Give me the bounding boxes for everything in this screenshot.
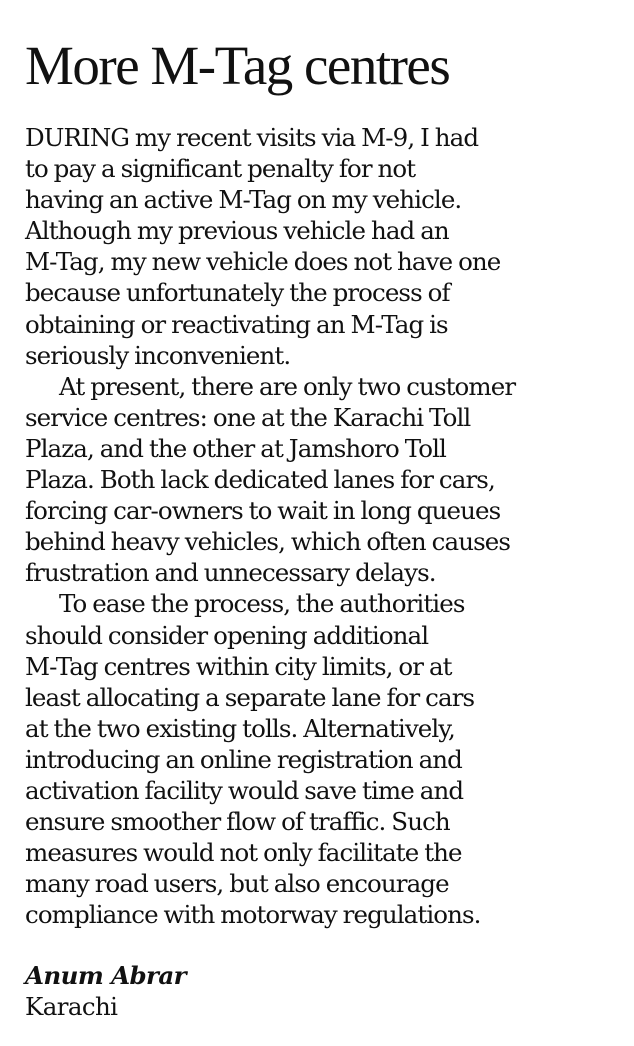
paragraph-1 [25,122,625,371]
paragraph-line: seriously inconvenient. [25,340,291,370]
paragraph-line: ensure smoother flow of traffic. Such [25,807,450,837]
paragraph-line: behind heavy vehicles, which often causes [25,527,511,557]
paragraph-line: forcing car-owners to wait in long queues [25,496,501,526]
paragraph-line: activation facility would save time and [25,775,464,805]
paragraph-line: M-Tag centres within city limits, or at [25,651,452,681]
paragraph-line: least allocating a separate lane for cars [25,682,475,712]
author-name: Anum Abrar [25,961,186,990]
paragraph-line: DURING my recent visits via M-9, I had [25,123,479,152]
paragraph-line: at the two existing tolls. Alternatively, [25,713,455,743]
author-city: Karachi [25,992,118,1021]
paragraph-line: because unfortunately the process of [25,278,450,308]
headline: More M-Tag centres [25,35,450,96]
paragraph-line: obtaining or reactivating an M-Tag is [25,309,448,339]
paragraph-line: introducing an online registration and [25,744,462,774]
paragraph-line: many road users, but also encourage [25,869,449,899]
paragraph-line: to pay a significant penalty for not [25,154,416,184]
paragraph-line: compliance with motorway regulations. [25,900,481,930]
paragraph-line: Plaza, and the other at Jamshoro Toll [25,433,446,463]
letter-article [25,34,625,930]
paragraph-line: should consider opening additional [25,620,429,650]
paragraph-line: measures would not only facilitate the [25,838,462,868]
paragraph-line: Plaza. Both lack dedicated lanes for cars, [25,465,495,495]
paragraph-line: M-Tag, my new vehicle does not have one [25,247,501,277]
paragraph-2 [25,371,625,589]
paragraph-line: At present, there are only two customer [59,371,516,401]
paragraph-line: To ease the process, the authorities [59,589,465,619]
letter-body [25,122,625,930]
signature [25,960,186,1022]
paragraph-line: Although my previous vehicle had an [25,216,449,246]
paragraph-line: service centres: one at the Karachi Toll [25,402,471,432]
paragraph-line: having an active M-Tag on my vehicle. [25,185,462,215]
paragraph-3 [25,588,625,930]
paragraph-line: frustration and unnecessary delays. [25,558,436,588]
